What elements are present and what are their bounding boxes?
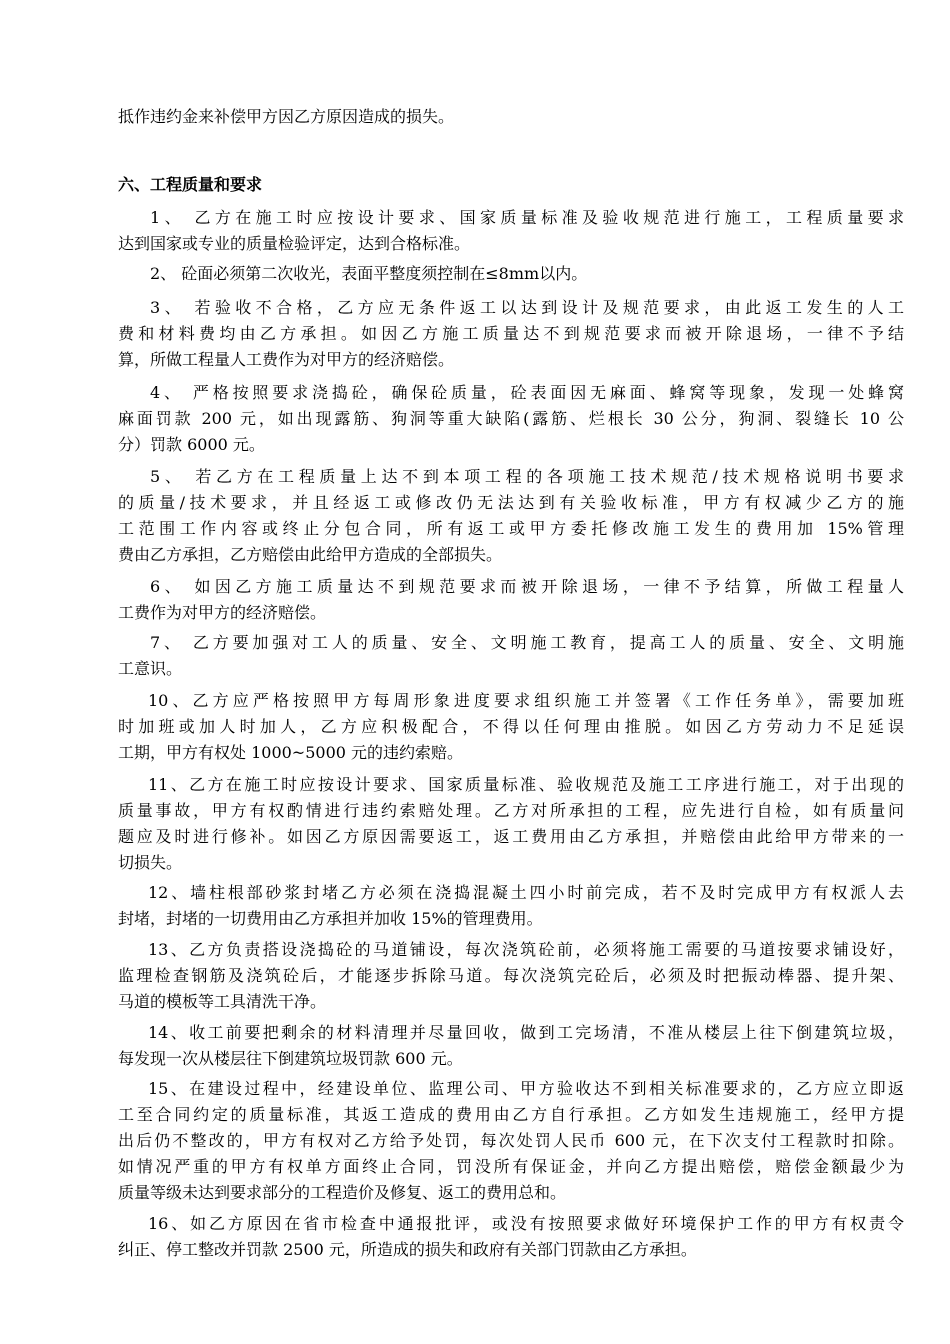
clause-14-line-2: 每发现一次从楼层往下倒建筑垃圾罚款 600 元。 bbox=[118, 1049, 463, 1068]
clause-15-line-2: 工至合同约定的质量标准，其返工造成的费用由乙方自行承担。乙方如发生违规施工，经甲方提 bbox=[118, 1105, 904, 1124]
section-title: 六、工程质量和要求 bbox=[118, 175, 263, 194]
clause-5-line-2: 的质量/技术要求，并且经返工或修改仍无法达到有关验收标准，甲方有权减少乙方的施 bbox=[118, 493, 904, 512]
clause-16-line-1: 16、如乙方原因在省市检查中通报批评，或没有按照要求做好环境保护工作的甲方有权责令 bbox=[148, 1214, 904, 1233]
clause-11-line-4: 切损失。 bbox=[118, 853, 183, 872]
clause-11-line-3: 题应及时进行修补。如因乙方原因需要返工，返工费用由乙方承担，并赔偿由此给甲方带来的一 bbox=[118, 827, 904, 846]
clause-5-line-4: 费由乙方承担，乙方赔偿由此给甲方造成的全部损失。 bbox=[118, 545, 503, 564]
clause-3-line-3: 算，所做工程量人工费作为对甲方的经济赔偿。 bbox=[118, 350, 455, 369]
clause-7-line-1: 7、 乙方要加强对工人的质量、安全、文明施工教育，提高工人的质量、安全、文明施 bbox=[150, 633, 904, 652]
intro-line: 抵作违约金来补偿甲方因乙方原因造成的损失。 bbox=[118, 107, 455, 126]
clause-3-line-2: 费和材料费均由乙方承担。如因乙方施工质量达不到规范要求而被开除退场，一律不予结 bbox=[118, 324, 904, 343]
clause-4-line-2: 麻面罚款 200 元，如出现露筋、狗洞等重大缺陷(露筋、烂根长 30 公分，狗洞、裂缝长 10 公 bbox=[118, 409, 904, 428]
clause-4-line-3: 分）罚款 6000 元。 bbox=[118, 435, 265, 454]
clause-13-line-1: 13、乙方负责搭设浇捣砼的马道铺设，每次浇筑砼前，必须将施工需要的马道按要求铺设好， bbox=[148, 940, 904, 959]
clause-12-line-1: 12、墙柱根部砂浆封堵乙方必须在浇捣混凝土四小时前完成，若不及时完成甲方有权派人去 bbox=[148, 883, 904, 902]
clause-6-line-2: 工费作为对甲方的经济赔偿。 bbox=[118, 603, 327, 622]
clause-15-line-4: 如情况严重的甲方有权单方面终止合同，罚没所有保证金，并向乙方提出赔偿，赔偿金额最少为 bbox=[118, 1157, 904, 1176]
clause-10-line-2: 时加班或加人时加人，乙方应积极配合，不得以任何理由推脱。如因乙方劳动力不足延误 bbox=[118, 717, 904, 736]
clause-6-line-1: 6、 如因乙方施工质量达不到规范要求而被开除退场，一律不予结算，所做工程量人 bbox=[150, 577, 904, 596]
clause-15-line-3: 出后仍不整改的，甲方有权对乙方给予处罚，每次处罚人民币 600 元，在下次支付工程款时扣除。 bbox=[118, 1131, 904, 1150]
clause-12-line-2: 封堵，封堵的一切费用由乙方承担并加收 15%的管理费用。 bbox=[118, 909, 543, 928]
clause-4-line-1: 4、 严格按照要求浇捣砼，确保砼质量，砼表面因无麻面、蜂窝等现象，发现一处蜂窝 bbox=[150, 383, 904, 402]
clause-14-line-1: 14、收工前要把剩余的材料清理并尽量回收，做到工完场清，不准从楼层上往下倒建筑垃圾， bbox=[148, 1023, 904, 1042]
clause-7-line-2: 工意识。 bbox=[118, 659, 183, 678]
clause-16-line-2: 纠正、停工整改并罚款 2500 元，所造成的损失和政府有关部门罚款由乙方承担。 bbox=[118, 1240, 697, 1259]
clause-11-line-2: 质量事故，甲方有权酌情进行违约索赔处理。乙方对所承担的工程，应先进行自检，如有质量问 bbox=[118, 801, 904, 820]
clause-3-line-1: 3、 若验收不合格，乙方应无条件返工以达到设计及规范要求，由此返工发生的人工 bbox=[150, 298, 904, 317]
clause-5-line-3: 工范围工作内容或终止分包合同，所有返工或甲方委托修改施工发生的费用加 15%管理 bbox=[118, 519, 904, 538]
clause-15-line-1: 15、在建设过程中，经建设单位、监理公司、甲方验收达不到相关标准要求的，乙方应立即返 bbox=[148, 1079, 904, 1098]
clause-2-line-1: 2、 砼面必须第二次收光，表面平整度须控制在≤8mm以内。 bbox=[150, 264, 588, 283]
clause-13-line-2: 监理检查钢筋及浇筑砼后，才能逐步拆除马道。每次浇筑完砼后，必须及时把振动棒器、提升架、 bbox=[118, 966, 904, 985]
clause-10-line-1: 10、乙方应严格按照甲方每周形象进度要求组织施工并签署《工作任务单》，需要加班 bbox=[148, 691, 904, 710]
clause-10-line-3: 工期，甲方有权处 1000~5000 元的违约索赔。 bbox=[118, 743, 464, 762]
clause-15-line-5: 质量等级未达到要求部分的工程造价及修复、返工的费用总和。 bbox=[118, 1183, 567, 1202]
clause-11-line-1: 11、乙方在施工时应按设计要求、国家质量标准、验收规范及施工工序进行施工，对于出现的 bbox=[148, 775, 904, 794]
clause-13-line-3: 马道的模板等工具清洗干净。 bbox=[118, 992, 327, 1011]
clause-5-line-1: 5、 若乙方在工程质量上达不到本项工程的各项施工技术规范/技术规格说明书要求 bbox=[150, 467, 904, 486]
clause-1-line-1: 1、 乙方在施工时应按设计要求、国家质量标准及验收规范进行施工，工程质量要求 bbox=[150, 208, 904, 227]
clause-1-line-2: 达到国家或专业的质量检验评定，达到合格标准。 bbox=[118, 234, 471, 253]
